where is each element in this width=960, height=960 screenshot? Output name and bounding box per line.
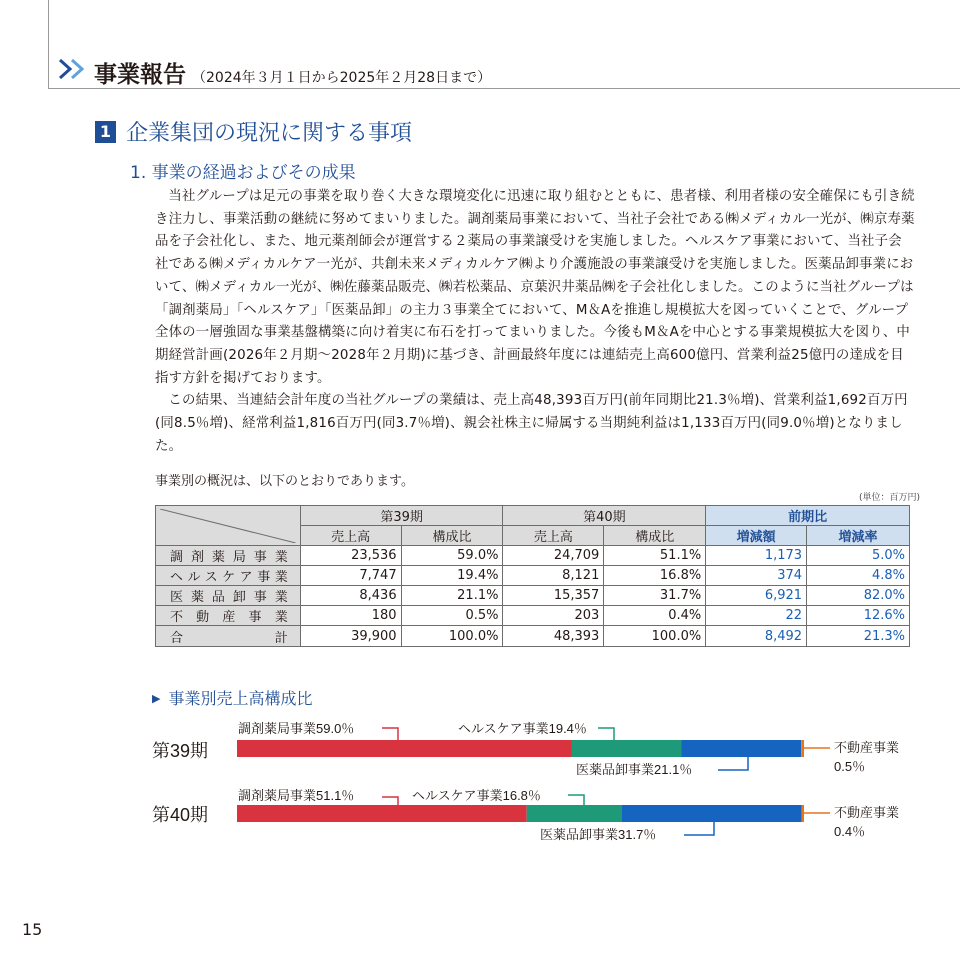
cell-diff: 374 xyxy=(706,566,807,586)
subheader-diff: 増減額 xyxy=(706,526,807,546)
label-healthcare-40: ヘルスケア事業16.8％ xyxy=(412,788,541,803)
subheader-ratio-39: 構成比 xyxy=(401,526,503,546)
cell-ratio-39: 21.1% xyxy=(401,586,503,606)
cell-rate: 82.0% xyxy=(807,586,910,606)
leader-line-healthcare-39 xyxy=(598,728,614,741)
total-sales-40: 48,393 xyxy=(503,626,604,647)
unit-label: (単位：百万円) xyxy=(858,493,920,503)
bar-realestate-40 xyxy=(802,805,804,822)
row-label: 不動産事業 xyxy=(156,606,301,626)
total-label: 合計 xyxy=(156,626,301,647)
total-diff: 8,492 xyxy=(706,626,807,647)
section-title: 企業集団の現況に関する事項 xyxy=(126,121,413,146)
header-period-40: 第40期 xyxy=(503,506,706,526)
cell-ratio-39: 0.5% xyxy=(401,606,503,626)
page-number: 15 xyxy=(22,920,43,939)
paragraph-1: 当社グループは足元の事業を取り巻く大きな環境変化に迅速に取り組むとともに、患者様、利用者様の安全確保にも引き続き注力し、事業活動の継続に努めてまいりました。調剤薬局事業において、当社子会社である㈱メディカル一光が、㈱京寿薬品を子会社化し、また、地元薬剤師会が運営する２薬局の事業譲受けを実施しました。ヘルスケア事業において、当社子会社である㈱メディカルケア一光が、共創未来メディカルケア㈱より介護施設の事業譲受けを実施しました。医薬品卸事業において、㈱メディカル一光が、㈱佐藤薬品販売、㈱若松薬品、京葉沢井薬品㈱を子会社化しました。このように当社グループは「調剤薬局」「ヘルスケア」「医薬品卸」の主力３事業全てにおいて、M＆Aを推進し規模拡大を図っていくことで、グループ全体の一層強固な事業基盤構築に向け着実に布石を打ってまいりました。今後もM＆Aを中心とする事業規模拡大を図り、中期経営計画(2026年２月期～2028年２月期)に基づき、計画最終年度には連結売上高600億円、営業利益25億円の達成を目指す方針を掲げております。 xyxy=(155,189,915,386)
triangle-bullet-icon: ▶ xyxy=(152,692,161,705)
total-ratio-40: 100.0% xyxy=(604,626,706,647)
cell-sales-39: 23,536 xyxy=(300,546,401,566)
subheader-rate: 増減率 xyxy=(807,526,910,546)
cell-sales-39: 180 xyxy=(300,606,401,626)
total-ratio-39: 100.0% xyxy=(401,626,503,647)
cell-ratio-39: 19.4% xyxy=(401,566,503,586)
bar-healthcare-39 xyxy=(572,740,682,757)
chart-title-text: 事業別売上高構成比 xyxy=(168,689,313,708)
subheader-sales-40: 売上高 xyxy=(503,526,604,546)
row-label: ヘルスケア事業 xyxy=(156,566,301,586)
value-realestate-40: 0.4％ xyxy=(834,824,866,839)
bar-realestate-39 xyxy=(801,740,804,757)
chart-row-39 xyxy=(152,721,899,777)
cell-rate: 12.6% xyxy=(807,606,910,626)
cell-ratio-40: 16.8% xyxy=(604,566,706,586)
subsection-title: 1. 事業の経過およびその成果 xyxy=(130,163,356,183)
label-pharmacy-40: 調剤薬局事業51.1％ xyxy=(238,788,355,803)
label-wholesale-40: 医薬品卸事業31.7％ xyxy=(540,827,657,842)
cell-diff: 6,921 xyxy=(706,586,807,606)
cell-sales-39: 8,436 xyxy=(300,586,401,606)
bar-pharmacy-40 xyxy=(237,805,527,822)
section-number: 1 xyxy=(95,121,116,143)
header-yoy: 前期比 xyxy=(706,506,910,526)
overview-text: 事業別の概況は、以下のとおりであります。 xyxy=(155,474,414,489)
leader-line-pharmacy-39 xyxy=(382,728,398,741)
header-period: （2024年３月１日から2025年２月28日まで） xyxy=(192,70,492,86)
leader-line-healthcare-40 xyxy=(568,795,584,806)
leader-line-wholesale-39 xyxy=(718,756,748,770)
row-label: 調剤薬局事業 xyxy=(156,546,301,566)
cell-sales-40: 24,709 xyxy=(503,546,604,566)
row-label: 医薬品卸事業 xyxy=(156,586,301,606)
category-label-39: 第39期 xyxy=(152,741,209,761)
subheader-sales-39: 売上高 xyxy=(300,526,401,546)
cell-rate: 5.0% xyxy=(807,546,910,566)
cell-sales-40: 203 xyxy=(503,606,604,626)
cell-sales-39: 7,747 xyxy=(300,566,401,586)
bar-wholesale-40 xyxy=(622,805,802,822)
chart-row-40 xyxy=(152,788,899,842)
value-realestate-39: 0.5％ xyxy=(834,759,866,774)
label-healthcare-39: ヘルスケア事業19.4％ xyxy=(458,721,587,736)
cell-ratio-39: 59.0% xyxy=(401,546,503,566)
cell-diff: 1,173 xyxy=(706,546,807,566)
cell-ratio-40: 51.1% xyxy=(604,546,706,566)
label-pharmacy-39: 調剤薬局事業59.0％ xyxy=(238,721,355,736)
cell-sales-40: 15,357 xyxy=(503,586,604,606)
label-realestate-39: 不動産事業 xyxy=(834,740,900,755)
bar-wholesale-39 xyxy=(682,740,802,757)
total-sales-39: 39,900 xyxy=(300,626,401,647)
label-realestate-40: 不動産事業 xyxy=(834,805,900,820)
category-label-40: 第40期 xyxy=(152,805,209,825)
label-wholesale-39: 医薬品卸事業21.1％ xyxy=(576,762,693,777)
header-title: 事業報告 xyxy=(94,62,186,88)
paragraph-2: この結果、当連結会計年度の当社グループの業績は、売上高48,393百万円(前年同期比21.3％増)、営業利益1,692百万円(同8.5％増)、経常利益1,816百万円(同3.7％増)、親会社株主に帰属する当期純利益は1,133百万円(同9.0％増)となりました。 xyxy=(155,393,908,454)
header-period-39: 第39期 xyxy=(300,506,503,526)
subheader-ratio-40: 構成比 xyxy=(604,526,706,546)
cell-sales-40: 8,121 xyxy=(503,566,604,586)
leader-line-pharmacy-40 xyxy=(382,797,398,806)
cell-ratio-40: 0.4% xyxy=(604,606,706,626)
cell-ratio-40: 31.7% xyxy=(604,586,706,606)
bar-healthcare-40 xyxy=(527,805,622,822)
total-rate: 21.3% xyxy=(807,626,910,647)
cell-diff: 22 xyxy=(706,606,807,626)
leader-line-wholesale-40 xyxy=(684,821,714,835)
bar-pharmacy-39 xyxy=(237,740,572,757)
cell-rate: 4.8% xyxy=(807,566,910,586)
